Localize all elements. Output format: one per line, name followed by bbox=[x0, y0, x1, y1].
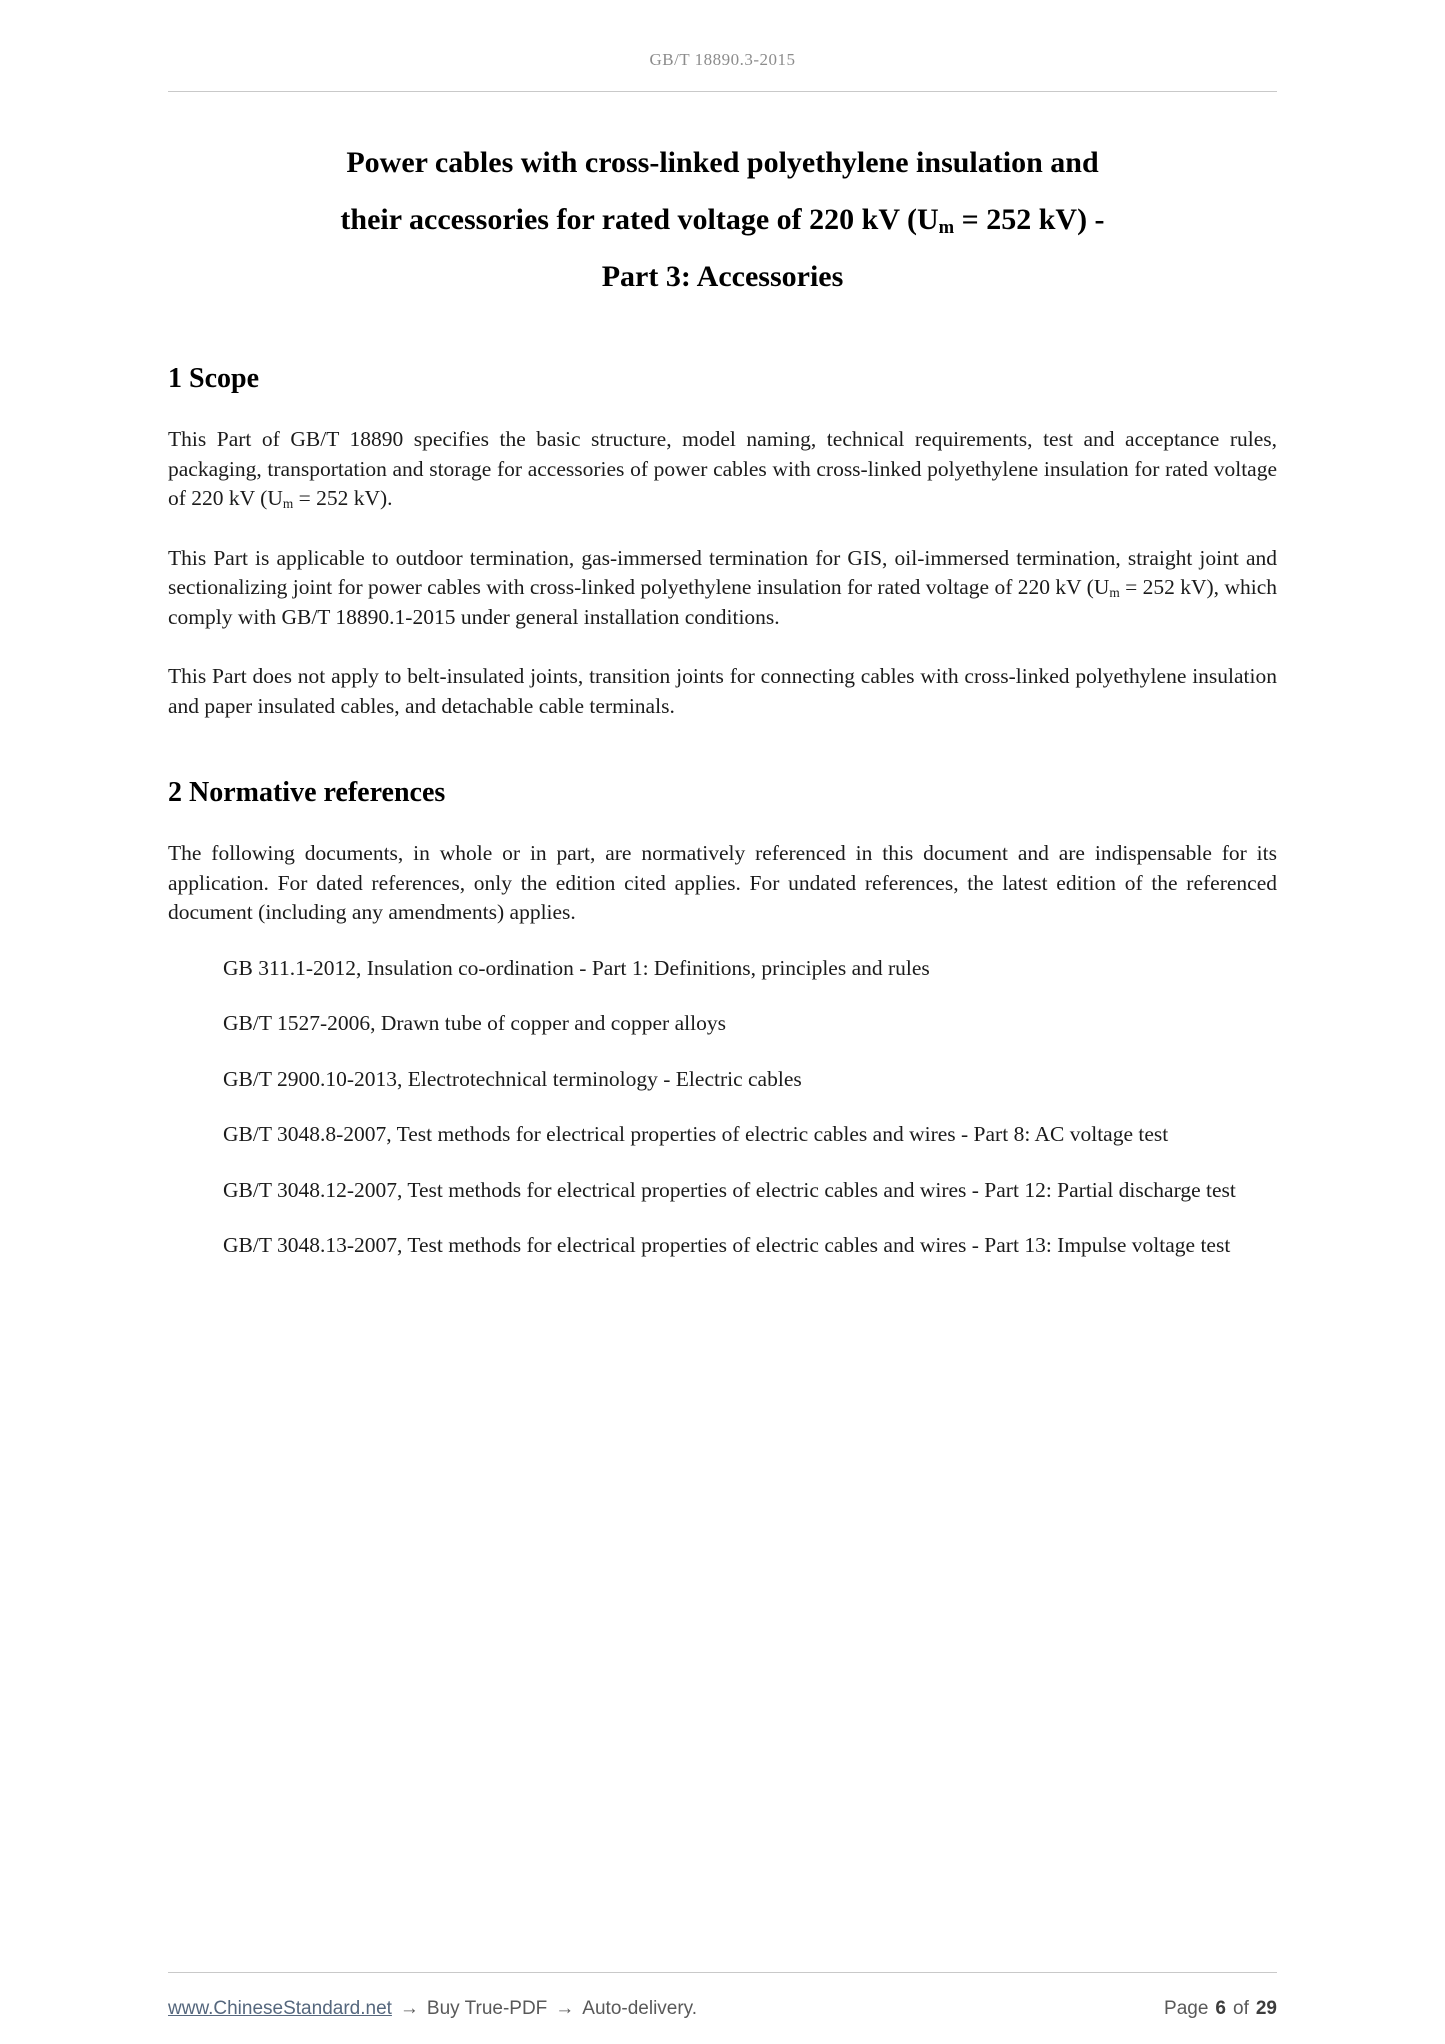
subscript-m: m bbox=[1109, 584, 1120, 600]
title-line-2-text: their accessories for rated voltage of 220 kV (U bbox=[340, 203, 939, 236]
current-page-number: 6 bbox=[1215, 1997, 1226, 2019]
reference-item: GB/T 3048.13-2007, Test methods for electrical properties of electric cables and wires - Part 13: Impulse voltage test bbox=[223, 1233, 1231, 1257]
document-title bbox=[168, 134, 1277, 305]
section-heading-scope: 1 Scope bbox=[168, 363, 259, 394]
reference-item: GB/T 1527-2006, Drawn tube of copper and copper alloys bbox=[223, 1011, 726, 1035]
scope-paragraph-3: This Part does not apply to belt-insulated joints, transition joints for connecting cables with cross-linked polyethylene insulation and paper insulated cables, and detachable cable terminals. bbox=[168, 664, 1277, 718]
scope-paragraph-2-tail: = 252 kV), which comply with GB/T 18890.1-2015 under general installation conditions. bbox=[168, 575, 1277, 629]
title-line-1: Power cables with cross-linked polyethylene insulation and bbox=[346, 146, 1099, 179]
title-line-3: Part 3: Accessories bbox=[601, 260, 844, 293]
of-label: of bbox=[1233, 1997, 1249, 2019]
scope-paragraph-1-text: This Part of GB/T 18890 specifies the basic structure, model naming, technical requirements, test and acceptance rules, packaging, transportation and storage for accessories of power cables with cross-linked polyethylene insulation for rated voltage of 220 kV (U bbox=[168, 427, 1277, 510]
page-header bbox=[168, 0, 1277, 92]
document-body bbox=[168, 96, 1277, 1261]
page-indicator bbox=[1164, 1998, 1277, 2020]
scope-paragraph-2 bbox=[168, 544, 1277, 633]
reference-item: GB 311.1-2012, Insulation co-ordination - Part 1: Definitions, principles and rules bbox=[223, 955, 930, 980]
footer-source-line bbox=[168, 1998, 697, 2020]
section-heading-normative-references: 2 Normative references bbox=[168, 777, 446, 808]
scope-paragraph-2-text: This Part is applicable to outdoor termination, gas-immersed termination for GIS, oil-immersed termination, straight joint and sectionalizing joint for power cables with cross-linked polyethylene insulation for rated voltage of 220 kV (U bbox=[168, 545, 1277, 599]
scope-paragraph-1 bbox=[168, 425, 1277, 514]
reference-item: GB/T 3048.12-2007, Test methods for electrical properties of electric cables and wires - Part 12: Partial discharge test bbox=[223, 1177, 1236, 1202]
footer-buy-text: Buy True-PDF bbox=[426, 1997, 548, 2019]
footer-delivery-text: Auto-delivery. bbox=[582, 1997, 698, 2019]
header-divider bbox=[168, 91, 1277, 92]
title-line-2-tail: = 252 kV) - bbox=[954, 203, 1105, 236]
subscript-m: m bbox=[282, 495, 294, 511]
page-footer bbox=[168, 1972, 1277, 2044]
website-link[interactable]: www.ChineseStandard.net bbox=[168, 1997, 392, 2019]
reference-item: GB/T 2900.10-2013, Electrotechnical terminology - Electric cables bbox=[223, 1066, 802, 1091]
reference-item: GB/T 3048.8-2007, Test methods for electrical properties of electric cables and wires - Part 8: AC voltage test bbox=[223, 1122, 1169, 1146]
references-intro-paragraph: The following documents, in whole or in part, are normatively referenced in this document and are indispensable for its application. For dated references, only the edition cited applies. For undated references, the latest edition of the referenced document (including any amendments) applies. bbox=[168, 841, 1277, 924]
arrow-right-icon: → bbox=[399, 1997, 419, 2019]
page-label: Page bbox=[1164, 1997, 1209, 2019]
document-number: GB/T 18890.3-2015 bbox=[649, 50, 796, 69]
arrow-right-icon: → bbox=[555, 1997, 575, 2019]
total-page-number: 29 bbox=[1255, 1997, 1277, 2019]
subscript-m: m bbox=[938, 217, 955, 239]
scope-paragraph-1-tail: = 252 kV). bbox=[293, 486, 393, 510]
title-line-2 bbox=[168, 191, 1277, 248]
